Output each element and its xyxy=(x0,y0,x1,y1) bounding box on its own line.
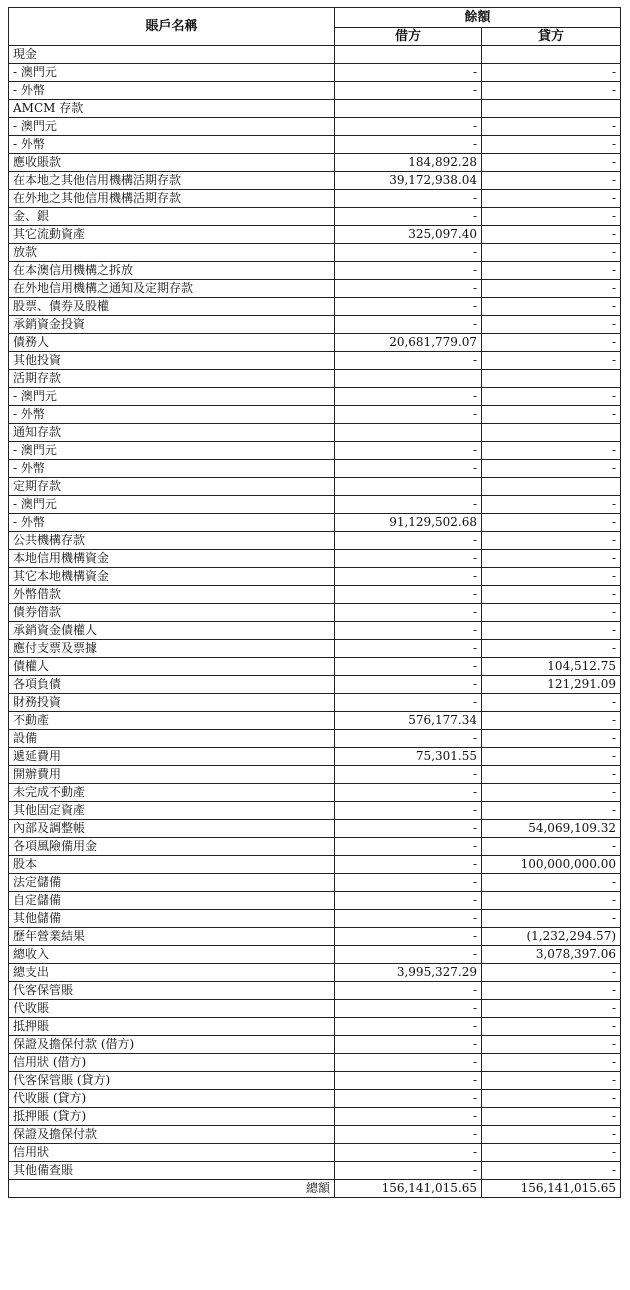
account-name-cell: 代客保管賬 (貸方) xyxy=(9,1072,335,1090)
credit-cell: - xyxy=(482,514,621,532)
credit-cell: - xyxy=(482,1126,621,1144)
credit-cell: - xyxy=(482,244,621,262)
account-name-cell: 財務投資 xyxy=(9,694,335,712)
table-row xyxy=(9,298,621,316)
credit-cell: - xyxy=(482,712,621,730)
table-row xyxy=(9,460,621,478)
table-row xyxy=(9,388,621,406)
account-name-cell: 各項風險備用金 xyxy=(9,838,335,856)
account-name-cell: 抵押賬 (貸方) xyxy=(9,1108,335,1126)
table-row xyxy=(9,190,621,208)
account-name-cell: - 澳門元 xyxy=(9,64,335,82)
table-row xyxy=(9,1108,621,1126)
table-row xyxy=(9,154,621,172)
credit-cell: 54,069,109.32 xyxy=(482,820,621,838)
table-row xyxy=(9,802,621,820)
debit-cell xyxy=(335,478,482,496)
debit-cell: - xyxy=(335,1000,482,1018)
debit-cell: - xyxy=(335,910,482,928)
credit-cell: 100,000,000.00 xyxy=(482,856,621,874)
table-row xyxy=(9,262,621,280)
credit-cell: - xyxy=(482,838,621,856)
account-name-cell: 抵押賬 xyxy=(9,1018,335,1036)
debit-cell: - xyxy=(335,640,482,658)
table-row xyxy=(9,82,621,100)
table-row xyxy=(9,1072,621,1090)
credit-cell: - xyxy=(482,118,621,136)
debit-cell: - xyxy=(335,676,482,694)
debit-cell: - xyxy=(335,1144,482,1162)
credit-cell xyxy=(482,424,621,442)
credit-cell: - xyxy=(482,262,621,280)
debit-cell: - xyxy=(335,136,482,154)
table-row xyxy=(9,856,621,874)
debit-cell: - xyxy=(335,1018,482,1036)
account-name-cell: 內部及調整帳 xyxy=(9,820,335,838)
account-name-cell: - 外幣 xyxy=(9,136,335,154)
total-credit: 156,141,015.65 xyxy=(482,1180,621,1198)
debit-cell: - xyxy=(335,1090,482,1108)
debit-cell: - xyxy=(335,856,482,874)
account-name-cell: - 外幣 xyxy=(9,82,335,100)
account-name-cell: 通知存款 xyxy=(9,424,335,442)
debit-cell xyxy=(335,46,482,64)
debit-cell: - xyxy=(335,550,482,568)
account-name-cell: 現金 xyxy=(9,46,335,64)
table-row xyxy=(9,982,621,1000)
debit-cell: - xyxy=(335,496,482,514)
debit-cell: - xyxy=(335,730,482,748)
credit-cell: - xyxy=(482,496,621,514)
account-name-cell: 信用狀 xyxy=(9,1144,335,1162)
table-row xyxy=(9,226,621,244)
credit-cell: - xyxy=(482,964,621,982)
table-row xyxy=(9,64,621,82)
debit-cell: - xyxy=(335,838,482,856)
balance-header: 餘額 xyxy=(335,8,621,28)
debit-cell: - xyxy=(335,352,482,370)
account-name-cell: - 澳門元 xyxy=(9,118,335,136)
debit-cell: - xyxy=(335,766,482,784)
account-name-cell: 未完成不動產 xyxy=(9,784,335,802)
credit-cell: - xyxy=(482,1036,621,1054)
table-row xyxy=(9,712,621,730)
credit-cell: - xyxy=(482,748,621,766)
account-name-header: 賬戶名稱 xyxy=(9,8,335,46)
account-name-cell: 在本澳信用機構之拆放 xyxy=(9,262,335,280)
debit-cell: - xyxy=(335,262,482,280)
credit-cell xyxy=(482,370,621,388)
account-name-cell: 代客保管賬 xyxy=(9,982,335,1000)
table-row xyxy=(9,892,621,910)
credit-cell: - xyxy=(482,1090,621,1108)
debit-cell: - xyxy=(335,820,482,838)
debit-cell: 576,177.34 xyxy=(335,712,482,730)
credit-cell: - xyxy=(482,1018,621,1036)
debit-cell: - xyxy=(335,460,482,478)
account-name-cell: 其他儲備 xyxy=(9,910,335,928)
account-name-cell: 定期存款 xyxy=(9,478,335,496)
account-name-cell: 在外地之其他信用機構活期存款 xyxy=(9,190,335,208)
account-name-cell: 設備 xyxy=(9,730,335,748)
table-row xyxy=(9,586,621,604)
account-name-cell: 代收賬 (貸方) xyxy=(9,1090,335,1108)
debit-cell: - xyxy=(335,928,482,946)
table-row xyxy=(9,1144,621,1162)
table-row xyxy=(9,208,621,226)
account-name-cell: 應付支票及票據 xyxy=(9,640,335,658)
credit-cell: - xyxy=(482,190,621,208)
credit-cell: - xyxy=(482,82,621,100)
table-row xyxy=(9,370,621,388)
debit-cell: - xyxy=(335,622,482,640)
table-row xyxy=(9,496,621,514)
debit-cell: - xyxy=(335,982,482,1000)
account-name-cell: 遞延費用 xyxy=(9,748,335,766)
debit-cell: - xyxy=(335,280,482,298)
table-row xyxy=(9,964,621,982)
account-name-cell: 債權人 xyxy=(9,658,335,676)
table-row xyxy=(9,784,621,802)
debit-cell: 20,681,779.07 xyxy=(335,334,482,352)
table-row xyxy=(9,280,621,298)
table-row xyxy=(9,838,621,856)
debit-cell: - xyxy=(335,694,482,712)
account-name-cell: - 澳門元 xyxy=(9,496,335,514)
credit-cell: - xyxy=(482,460,621,478)
account-name-cell: 股票、債券及股權 xyxy=(9,298,335,316)
credit-cell: - xyxy=(482,316,621,334)
credit-cell: - xyxy=(482,352,621,370)
debit-header: 借方 xyxy=(335,28,482,46)
debit-cell: - xyxy=(335,874,482,892)
debit-cell: - xyxy=(335,892,482,910)
credit-cell: - xyxy=(482,802,621,820)
account-name-cell: 總支出 xyxy=(9,964,335,982)
account-rows xyxy=(9,46,621,1180)
trial-balance-document xyxy=(8,7,620,1198)
account-name-cell: 其他投資 xyxy=(9,352,335,370)
account-name-cell: - 澳門元 xyxy=(9,442,335,460)
debit-cell: - xyxy=(335,1072,482,1090)
debit-cell: - xyxy=(335,1036,482,1054)
account-name-cell: 在本地之其他信用機構活期存款 xyxy=(9,172,335,190)
credit-cell: - xyxy=(482,640,621,658)
debit-cell: 91,129,502.68 xyxy=(335,514,482,532)
account-name-cell: 在外地信用機構之通知及定期存款 xyxy=(9,280,335,298)
table-row xyxy=(9,820,621,838)
credit-cell: - xyxy=(482,766,621,784)
debit-cell: - xyxy=(335,388,482,406)
table-row xyxy=(9,1018,621,1036)
total-label: 總額 xyxy=(9,1180,335,1198)
account-name-cell: 放款 xyxy=(9,244,335,262)
account-name-cell: 債券借款 xyxy=(9,604,335,622)
credit-cell: - xyxy=(482,784,621,802)
debit-cell xyxy=(335,424,482,442)
credit-header: 貸方 xyxy=(482,28,621,46)
table-row xyxy=(9,928,621,946)
debit-cell: - xyxy=(335,532,482,550)
account-name-cell: 股本 xyxy=(9,856,335,874)
debit-cell: 39,172,938.04 xyxy=(335,172,482,190)
table-row xyxy=(9,352,621,370)
table-row xyxy=(9,676,621,694)
table-row xyxy=(9,946,621,964)
account-name-cell: 債務人 xyxy=(9,334,335,352)
debit-cell xyxy=(335,100,482,118)
table-row xyxy=(9,1162,621,1180)
table-row xyxy=(9,1036,621,1054)
table-row xyxy=(9,640,621,658)
account-name-cell: 保證及擔保付款 (借方) xyxy=(9,1036,335,1054)
debit-cell: - xyxy=(335,1108,482,1126)
total-debit: 156,141,015.65 xyxy=(335,1180,482,1198)
table-row xyxy=(9,244,621,262)
credit-cell: - xyxy=(482,604,621,622)
table-row xyxy=(9,1054,621,1072)
table-row xyxy=(9,622,621,640)
trial-balance-table xyxy=(8,7,621,1198)
debit-cell: - xyxy=(335,586,482,604)
account-name-cell: 其它流動資產 xyxy=(9,226,335,244)
table-row xyxy=(9,514,621,532)
table-row xyxy=(9,874,621,892)
debit-cell: - xyxy=(335,1126,482,1144)
credit-cell: - xyxy=(482,1000,621,1018)
account-name-cell: 總收入 xyxy=(9,946,335,964)
account-name-cell: 其他備查賬 xyxy=(9,1162,335,1180)
credit-cell: - xyxy=(482,1162,621,1180)
credit-cell: - xyxy=(482,622,621,640)
account-name-cell: 活期存款 xyxy=(9,370,335,388)
credit-cell: (1,232,294.57) xyxy=(482,928,621,946)
table-row xyxy=(9,424,621,442)
table-row xyxy=(9,1000,621,1018)
credit-cell: - xyxy=(482,586,621,604)
debit-cell: 184,892.28 xyxy=(335,154,482,172)
table-row xyxy=(9,334,621,352)
credit-cell xyxy=(482,478,621,496)
account-name-cell: 承銷資金債權人 xyxy=(9,622,335,640)
account-name-cell: 不動產 xyxy=(9,712,335,730)
debit-cell: - xyxy=(335,316,482,334)
account-name-cell: 金、銀 xyxy=(9,208,335,226)
table-row xyxy=(9,1126,621,1144)
debit-cell: - xyxy=(335,1054,482,1072)
account-name-cell: 代收賬 xyxy=(9,1000,335,1018)
account-name-cell: 承銷資金投資 xyxy=(9,316,335,334)
debit-cell: - xyxy=(335,1162,482,1180)
table-row xyxy=(9,442,621,460)
account-name-cell: - 外幣 xyxy=(9,514,335,532)
table-row xyxy=(9,550,621,568)
credit-cell: - xyxy=(482,1108,621,1126)
account-name-cell: - 外幣 xyxy=(9,460,335,478)
debit-cell: - xyxy=(335,118,482,136)
table-row xyxy=(9,46,621,64)
table-row xyxy=(9,766,621,784)
credit-cell: - xyxy=(482,334,621,352)
debit-cell: 75,301.55 xyxy=(335,748,482,766)
table-row xyxy=(9,604,621,622)
account-name-cell: 信用狀 (借方) xyxy=(9,1054,335,1072)
table-row xyxy=(9,748,621,766)
account-name-cell: 開辦費用 xyxy=(9,766,335,784)
credit-cell: - xyxy=(482,1072,621,1090)
credit-cell: - xyxy=(482,442,621,460)
account-name-cell: - 澳門元 xyxy=(9,388,335,406)
table-row xyxy=(9,532,621,550)
table-row xyxy=(9,910,621,928)
credit-cell: - xyxy=(482,406,621,424)
credit-cell: - xyxy=(482,730,621,748)
table-row xyxy=(9,1090,621,1108)
account-name-cell: 應收賬款 xyxy=(9,154,335,172)
debit-cell: - xyxy=(335,568,482,586)
account-name-cell: - 外幣 xyxy=(9,406,335,424)
debit-cell: - xyxy=(335,82,482,100)
credit-cell: - xyxy=(482,388,621,406)
credit-cell: - xyxy=(482,64,621,82)
credit-cell: - xyxy=(482,982,621,1000)
credit-cell: - xyxy=(482,226,621,244)
credit-cell: - xyxy=(482,136,621,154)
account-name-cell: 自定儲備 xyxy=(9,892,335,910)
debit-cell: - xyxy=(335,190,482,208)
credit-cell: - xyxy=(482,874,621,892)
account-name-cell: 外幣借款 xyxy=(9,586,335,604)
credit-cell: - xyxy=(482,208,621,226)
table-row xyxy=(9,730,621,748)
table-row xyxy=(9,694,621,712)
account-name-cell: 公共機構存款 xyxy=(9,532,335,550)
table-row xyxy=(9,100,621,118)
debit-cell: - xyxy=(335,802,482,820)
table-row xyxy=(9,136,621,154)
credit-cell: 121,291.09 xyxy=(482,676,621,694)
credit-cell: - xyxy=(482,280,621,298)
account-name-cell: 其它本地機構資金 xyxy=(9,568,335,586)
debit-cell: - xyxy=(335,208,482,226)
account-name-cell: 各項負債 xyxy=(9,676,335,694)
debit-cell: - xyxy=(335,64,482,82)
credit-cell: - xyxy=(482,910,621,928)
credit-cell: - xyxy=(482,532,621,550)
table-row xyxy=(9,658,621,676)
credit-cell: - xyxy=(482,172,621,190)
table-row xyxy=(9,118,621,136)
account-name-cell: AMCM 存款 xyxy=(9,100,335,118)
credit-cell: - xyxy=(482,694,621,712)
debit-cell: - xyxy=(335,784,482,802)
credit-cell: 104,512.75 xyxy=(482,658,621,676)
credit-cell: - xyxy=(482,568,621,586)
table-row xyxy=(9,316,621,334)
header-row-top xyxy=(9,8,621,28)
debit-cell: 3,995,327.29 xyxy=(335,964,482,982)
credit-cell: - xyxy=(482,892,621,910)
credit-cell xyxy=(482,46,621,64)
credit-cell: - xyxy=(482,550,621,568)
debit-cell: - xyxy=(335,244,482,262)
credit-cell: 3,078,397.06 xyxy=(482,946,621,964)
table-row xyxy=(9,172,621,190)
credit-cell xyxy=(482,100,621,118)
total-row xyxy=(9,1180,621,1198)
credit-cell: - xyxy=(482,298,621,316)
debit-cell: - xyxy=(335,658,482,676)
table-row xyxy=(9,478,621,496)
account-name-cell: 其他固定資產 xyxy=(9,802,335,820)
account-name-cell: 法定儲備 xyxy=(9,874,335,892)
debit-cell xyxy=(335,370,482,388)
debit-cell: - xyxy=(335,946,482,964)
debit-cell: - xyxy=(335,604,482,622)
table-row xyxy=(9,568,621,586)
account-name-cell: 歷年營業結果 xyxy=(9,928,335,946)
credit-cell: - xyxy=(482,1054,621,1072)
account-name-cell: 保證及擔保付款 xyxy=(9,1126,335,1144)
debit-cell: - xyxy=(335,442,482,460)
table-row xyxy=(9,406,621,424)
credit-cell: - xyxy=(482,154,621,172)
debit-cell: 325,097.40 xyxy=(335,226,482,244)
debit-cell: - xyxy=(335,406,482,424)
debit-cell: - xyxy=(335,298,482,316)
credit-cell: - xyxy=(482,1144,621,1162)
account-name-cell: 本地信用機構資金 xyxy=(9,550,335,568)
